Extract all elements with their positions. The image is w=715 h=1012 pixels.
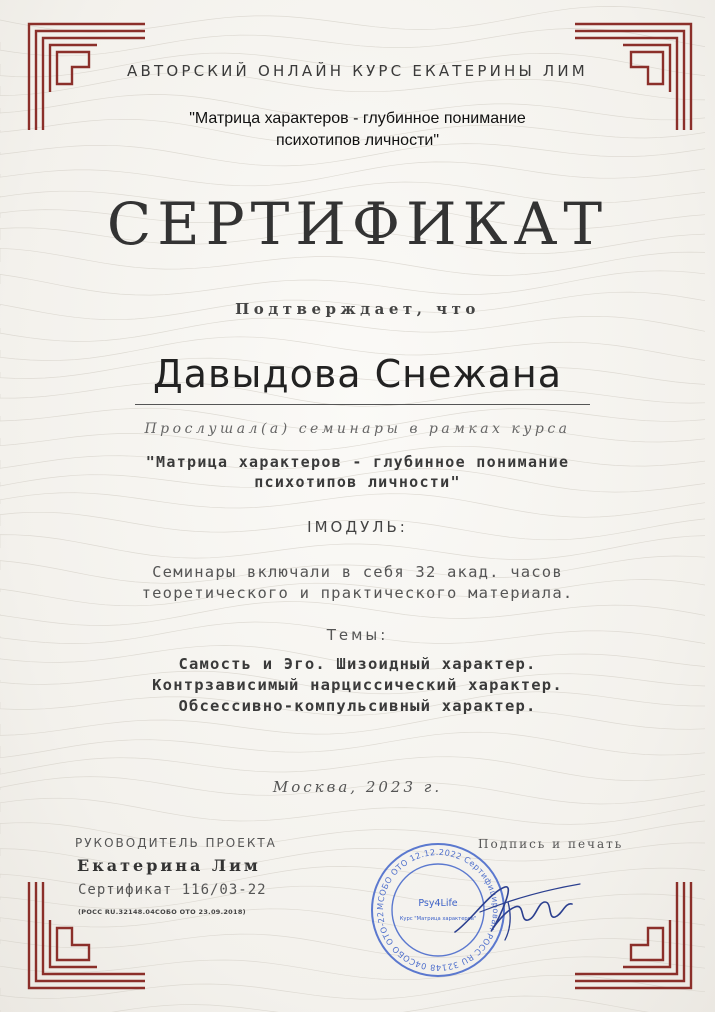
topics-list (0, 654, 715, 717)
topic-item: Обсессивно-компульсивный характер. (178, 697, 537, 715)
topic-item: Контрзависимый нарциссический характер. (152, 676, 563, 694)
seminars-line2: теоретического и практического материала. (141, 584, 574, 602)
wave-line (0, 535, 705, 560)
topic-item: Самость и Эго. Шизоидный характер. (178, 655, 537, 673)
course-title-top-line2: психотипов личности" (275, 132, 440, 149)
registration-number: (РОСС RU.32148.04СОБО ОТО 23.09.2018) (78, 908, 246, 916)
lead-role: РУКОВОДИТЕЛЬ ПРОЕКТА (75, 836, 277, 850)
name-underline (135, 404, 590, 405)
listened-text: Прослушал(а) семинары в рамках курса (144, 421, 571, 437)
wave-line (0, 493, 705, 518)
course-title-top-line1: "Матрица характеров - глубинное понимание (189, 110, 526, 127)
course-author-header: АВТОРСКИЙ ОНЛАЙН КУРС ЕКАТЕРИНЫ ЛИМ (127, 62, 588, 80)
certificate-title: СЕРТИФИКАТ (106, 190, 609, 258)
lead-name: Екатерина Лим (77, 856, 261, 875)
seminars-line1: Семинары включали в себя 32 акад. часов (152, 563, 563, 581)
signature-label: Подпись и печать (478, 837, 624, 851)
signature-graphic (450, 872, 585, 947)
recipient-name: Давыдова Снежана (152, 352, 563, 396)
svg-text:МСОБО ОТО 12.12.2022 Сертифици: МСОБО ОТО 12.12.2022 Сертифицирован РОСС RU 32148 04СОБО ОТО-22 (374, 846, 502, 974)
seminars-description (0, 562, 715, 604)
wave-line (0, 271, 705, 295)
city-year: Москва, 2023 г. (272, 778, 443, 796)
wave-line (0, 798, 705, 824)
course-title (0, 452, 715, 492)
wave-line (0, 162, 705, 186)
confirms-text: Подтверждает, что (235, 300, 480, 318)
course-title-line2: психотипов личности" (254, 473, 461, 491)
svg-text:Курс "Матрица характеров": Курс "Матрица характеров" (399, 916, 477, 922)
module-label: IМОДУЛЬ: (307, 518, 408, 536)
corner-ornament-bottom-right (573, 880, 693, 990)
wave-line (0, 316, 705, 341)
course-title-top (0, 108, 715, 152)
course-title-line1: "Матрица характеров - глубинное понимание (145, 453, 570, 471)
certificate-number: Сертификат 116/03-22 (78, 882, 267, 898)
wave-line (0, 732, 705, 758)
svg-text:Psy4Life: Psy4Life (418, 898, 458, 909)
topics-label: Темы: (326, 626, 389, 644)
